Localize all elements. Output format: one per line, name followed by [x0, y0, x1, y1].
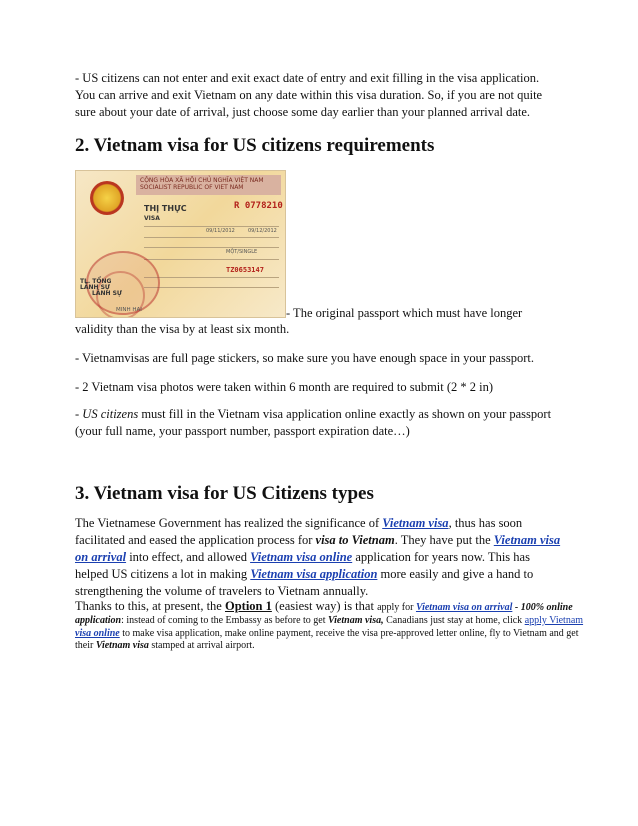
- vietnam-visa-application-link[interactable]: Vietnam visa application: [250, 567, 378, 581]
- visa-field-line: [144, 287, 279, 288]
- visa-field-line: [144, 247, 279, 248]
- s3p2-line3: [75, 628, 595, 641]
- visa-field-line: [144, 226, 279, 227]
- visa-office: [80, 279, 130, 297]
- visa-valid-from: 09/11/2012: [206, 228, 235, 234]
- requirement-4-line2: (your full name, your passport number, passport expiration date…): [75, 424, 410, 438]
- visa-to-vietnam-emphasis: visa to Vietnam: [315, 533, 395, 547]
- section3-heading-wrap: [75, 483, 575, 505]
- s3p2-small-text: their: [75, 640, 96, 651]
- s3p2-text: Thanks to this, at present, the: [75, 599, 225, 613]
- s3p1-text: into effect, and allowed: [126, 550, 251, 564]
- visa-title: [144, 204, 187, 222]
- s3p1-line4: [75, 566, 595, 583]
- visa-field-line: [144, 237, 279, 238]
- section2-heading: 2. Vietnam visa for US citizens requirements: [75, 135, 435, 156]
- requirement-1-line1: - The original passport which must have longer: [286, 306, 523, 320]
- s3p2-application-emphasis: application: [75, 615, 122, 626]
- vietnam-visa-on-arrival-link-cont[interactable]: on arrival: [75, 550, 127, 564]
- s3p1-text: The Vietnamese Government has realized the significance of: [75, 516, 383, 530]
- s3p2-small-text: : instead of coming to the Embassy as before to get: [121, 615, 329, 626]
- visa-sticker-image: [75, 170, 286, 318]
- s3p2-small-text: to make visa application, make online payment, receive the visa pre-approved letter online, fly to Vietnam and get: [119, 627, 579, 639]
- requirement-4: [75, 406, 585, 440]
- req4-prefix: -: [75, 407, 83, 421]
- visa-office-line2: LÃNH SỰ: [92, 290, 122, 297]
- visa-field-line: [144, 259, 279, 260]
- s3p1-text: , thus has soon: [448, 516, 523, 530]
- s3p2-small-emphasis: - 100% online: [512, 602, 573, 613]
- visa-header-line: CỘNG HÒA XÃ HỘI CHỦ NGHĨA VIỆT NAM: [140, 177, 264, 184]
- visa-header-sub: SOCIALIST REPUBLIC OF VIET NAM: [140, 184, 244, 191]
- visa-signer: MINH HAI: [116, 307, 142, 313]
- section3-paragraph-1: [75, 515, 595, 600]
- s3p2-visa-emphasis: Vietnam visa: [95, 640, 149, 651]
- section3-paragraph-2: [75, 598, 595, 653]
- intro-line: You can arrive and exit Vietnam on any date within this visa duration. So, if you are not quite: [75, 88, 543, 102]
- vietnam-visa-online-link[interactable]: Vietnam visa online: [250, 550, 353, 564]
- s3p1-line5: strengthening the volume of travelers to Vietnam annually.: [75, 584, 369, 598]
- visa-entries: MỘT/SINGLE: [226, 249, 258, 255]
- s3p2-visa-emphasis: Vietnam visa,: [328, 615, 384, 626]
- visa-title-vn: THỊ THỰC: [144, 204, 187, 213]
- requirement-3: - 2 Vietnam visa photos were taken within 6 month are required to submit (2 * 2 in): [75, 380, 494, 394]
- req4-emphasis: US citizens: [82, 407, 139, 421]
- apply-vietnam-visa-online-link-cont[interactable]: visa online: [75, 627, 120, 639]
- s3p2-small: [377, 602, 573, 613]
- requirement-1-line2: validity than the visa by at least six month.: [75, 322, 290, 336]
- s3p1-text: . They have put the: [394, 533, 494, 547]
- s3p1-line3: [75, 549, 595, 566]
- s3p1-line2: [75, 532, 595, 549]
- intro-line: - US citizens can not enter and exit exact date of entry and exit filling in the visa application.: [75, 71, 540, 85]
- visa-field-line: [144, 277, 279, 278]
- req4-text: must fill in the Vietnam visa application online exactly as shown on your passport: [138, 407, 552, 421]
- s3p1-line1: [75, 515, 595, 532]
- visa-passport-number: TZ0653147: [226, 266, 264, 274]
- requirement-2: - Vietnamvisas are full page stickers, so make sure you have enough space in your passport.: [75, 351, 534, 365]
- s3p2-small-text: apply for: [377, 602, 416, 613]
- visa-valid-until: 09/12/2012: [248, 228, 277, 234]
- s3p1-text: application for years now. This has: [352, 550, 530, 564]
- s3p1-text: more easily and give a hand to: [377, 567, 534, 581]
- visa-header-text: [140, 177, 264, 191]
- national-emblem-icon: [90, 181, 124, 215]
- apply-vietnam-visa-online-link[interactable]: apply Vietnam: [524, 615, 584, 626]
- visa-number: R 0778210: [234, 201, 283, 211]
- option-1-label: Option 1: [224, 599, 272, 613]
- s3p1-text: helped US citizens a lot in making: [75, 567, 251, 581]
- s3p2-small-text: Canadians just stay at home, click: [383, 615, 525, 626]
- s3p2-line4: [75, 640, 595, 653]
- vietnam-visa-link[interactable]: Vietnam visa: [382, 516, 449, 530]
- s3p1-text: facilitated and eased the application process for: [75, 533, 316, 547]
- s3p2-text: (easiest way) is that: [271, 599, 378, 613]
- vietnam-visa-on-arrival-link[interactable]: Vietnam visa: [493, 533, 561, 547]
- visa-office-line1: TL. TỔNG LÃNH SỰ: [80, 278, 112, 291]
- s3p2-small-text: stamped at arrival airport.: [148, 640, 255, 651]
- intro-paragraph: [75, 70, 575, 121]
- s3p2-line1: [75, 598, 595, 615]
- section2-heading-wrap: [75, 135, 575, 157]
- visa-title-en: VISA: [144, 215, 160, 222]
- s3p2-line2: [75, 615, 595, 628]
- section3-heading: 3. Vietnam visa for US Citizens types: [75, 483, 374, 504]
- intro-line: sure about your date of arrival, just choose some day earlier than your planned arrival date.: [75, 105, 531, 119]
- visa-on-arrival-link[interactable]: Vietnam visa on arrival: [415, 602, 513, 613]
- requirement-4-line1: [75, 406, 585, 423]
